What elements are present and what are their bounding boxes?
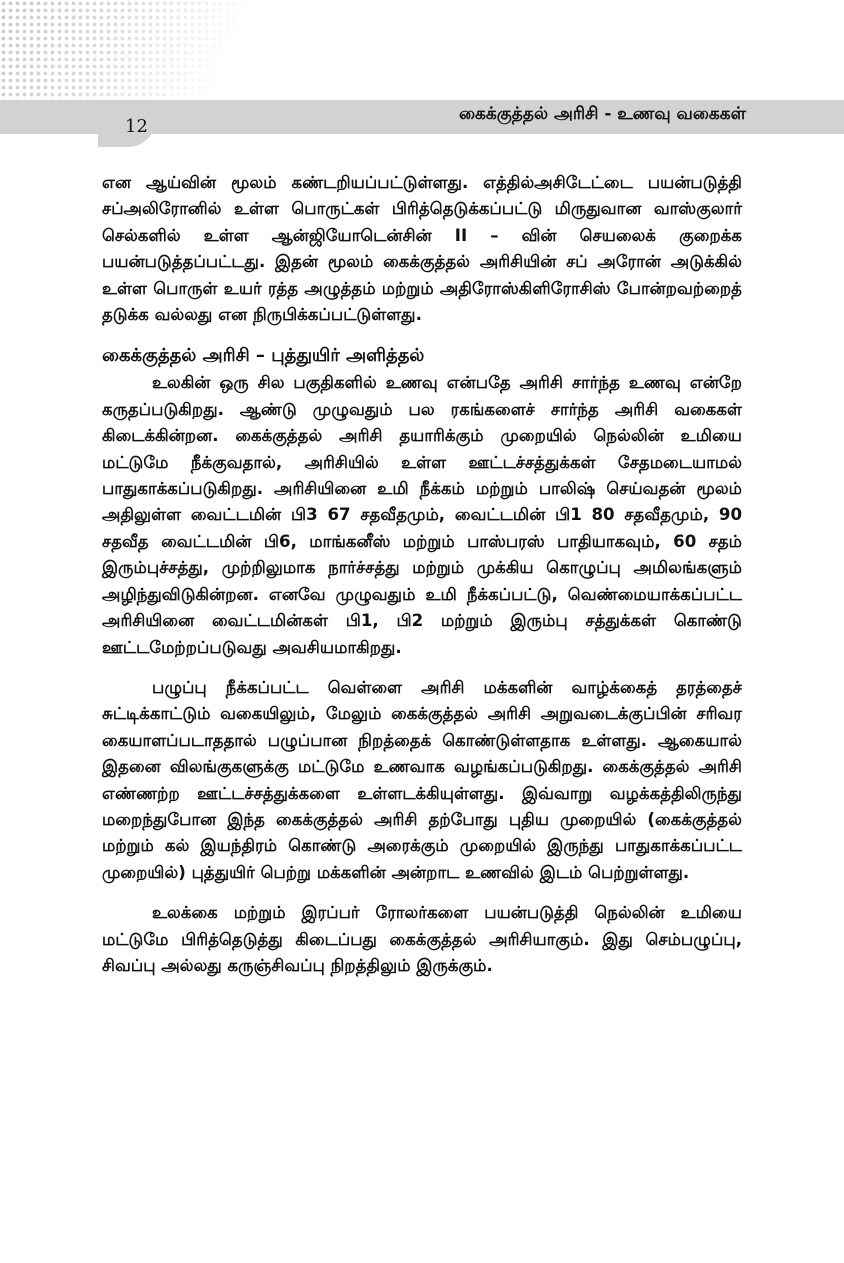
section-heading: கைக்குத்தல் அரிசி – புத்துயிர் அளித்தல் [102,345,425,367]
paragraph-2: உலகின் ஒரு சில பகுதிகளில் உணவு என்பதே அரிசி சார்ந்த உணவு என்றே கருதப்படுகிறது. ஆண்டு முழுவதும் பல ரகங்களைச் சார்ந்த அரிசி வகைகள் கிடைக்கின்றன. கைக்குத்தல் அரிசி தயாரிக்கும் முறையில் நெல்லின் உமியை மட்டுமே நீக்குவதால், அரிசியில் உள்ள ஊட்டச்சத்துக்கள் சேதமடையாமல் பாதுகாக்கப்படுகிறது. அரிசியினை உமி நீக்கம் மற்றும் பாலிஷ் செய்வதன் மூலம் அதிலுள்ள வைட்டமின் பி3 67 சதவீதமும், வைட்டமின் பி1 80 சதவீதமும், 90 சதவீத வைட்டமின் பி6, மாங்கனீஸ் மற்றும் பாஸ்பரஸ் பாதியாகவும், 60 சதம் இரும்புச்சத்து, முற்றிலுமாக நார்ச்சத்து மற்றும் முக்கிய கொழுப்பு அமிலங்களும் அழிந்துவிடுகின்றன. எனவே முழுவதும் உமி நீக்கப்பட்டு, வெண்மையாக்கப்பட்ட அரிசியினை வைட்டமின்கள் பி1, பி2 மற்றும் இரும்பு சத்துக்கள் கொண்டு ஊட்டமேற்றப்படுவது அவசியமாகிறது. [102,373,742,657]
page-number: 12 [125,116,148,137]
paragraph-3: பழுப்பு நீக்கப்பட்ட வெள்ளை அரிசி மக்களின் வாழ்க்கைத் தரத்தைச் சுட்டிக்காட்டும் வகையிலும், மேலும் கைக்குத்தல் அரிசி அறுவடைக்குப்பின் சரிவர கையாளப்படாததால் பழுப்பான நிறத்தைக் கொண்டுள்ளதாக உள்ளது. ஆகையால் இதனை விலங்குகளுக்கு மட்டுமே உணவாக வழங்கப்படுகிறது. கைக்குத்தல் அரிசி எண்ணற்ற ஊட்டச்சத்துக்களை உள்ளடக்கியுள்ளது. இவ்வாறு வழக்கத்திலிருந்து மறைந்துபோன இந்த கைக்குத்தல் அரிசி தற்போது புதிய முறையில் (கைக்குத்தல் மற்றும் கல் இயந்திரம் கொண்டு அரைக்கும் முறையில் இருந்து பாதுகாக்கப்பட்ட முறையில்) புத்துயிர் பெற்று மக்களின் அன்றாட உணவில் இடம் பெற்றுள்ளது. [102,677,742,882]
paragraph-1: என ஆய்வின் மூலம் கண்டறியப்பட்டுள்ளது. எத்தில்அசிடேட்டை பயன்படுத்தி சப்அலிரோனில் உள்ள பொருட்கள் பிரித்தெடுக்கப்பட்டு மிருதுவான வாஸ்குலார் செல்களில் உள்ள ஆன்ஜியோடென்சின் II – வின் செயலைக் குறைக்க பயன்படுத்தப்பட்டது. இதன் மூலம் கைக்குத்தல் அரிசியின் சப் அரோன் அடுக்கில் உள்ள பொருள் உயர் ரத்த அழுத்தம் மற்றும் அதிரோஸ்கிளிரோசிஸ் போன்றவற்றைத் தடுக்க வல்லது என நிருபிக்கப்பட்டுள்ளது. [102,173,742,325]
page-body [102,170,742,979]
running-title: கைக்குத்தல் அரிசி - உணவு வகைகள் [458,104,746,124]
halftone-dot-decoration [0,0,300,100]
paragraph-4: உலக்கை மற்றும் இரப்பர் ரோலர்களை பயன்படுத்தி நெல்லின் உமியை மட்டுமே பிரித்தெடுத்து கிடைப்பது கைக்குத்தல் அரிசியாகும். இது செம்பழுப்பு, சிவப்பு அல்லது கருஞ்சிவப்பு நிறத்திலும் இருக்கும். [102,903,742,975]
